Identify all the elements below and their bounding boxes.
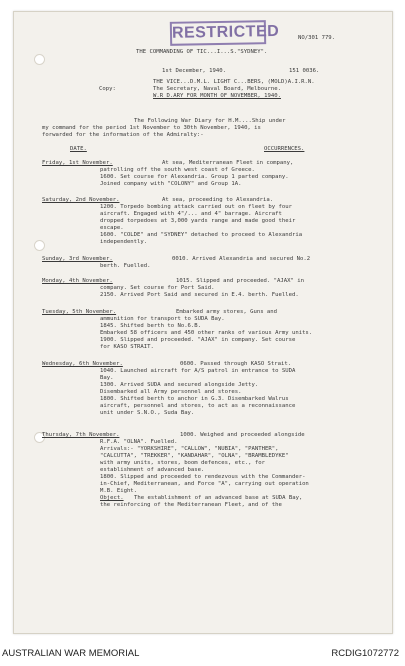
entry-line: aircraft, personnel and stores, to act as a reconnaissance <box>100 403 296 409</box>
entry-line: unit under S.N.O., Suda Bay. <box>100 410 195 416</box>
column-header-date: DATE. <box>70 146 87 152</box>
entry-line: M.B. Eight. <box>100 488 138 494</box>
to-line-2: The Secretary, Naval Board, Melbourne. <box>153 86 281 92</box>
entry-line: escape. <box>100 225 124 231</box>
entry-line: company. Set course for Port Said. <box>100 285 215 291</box>
archive-id: RCDIG1072772 <box>331 648 399 659</box>
entry-date: Saturday, 2nd November. <box>42 197 120 203</box>
punch-hole <box>34 54 45 65</box>
entry-line: Arrivals:- "YORKSHIRE", "CALLOW", "NUBIA", "PANTHER", <box>100 446 279 452</box>
entry-line: for KASO STRAIT. <box>100 344 154 350</box>
entry-line: 1900. Slipped and proceeded. "AJAX" in company. Set course <box>100 337 296 343</box>
entry-line: 1800. Shifted berth to anchor in G.3. Disembarked Walrus <box>100 396 289 402</box>
entry-line: 1600. "COLDE" and "SYDNEY" detached to proceed to Alexandria <box>100 232 303 238</box>
entry-line: 0010. Arrived Alexandria and secured No.2 <box>172 256 311 262</box>
object-line: the reinforcing of the Mediterranean Fleet, and of the <box>100 502 282 508</box>
entry-line: 1200. Torpedo bombing attack carried out on fleet by four <box>100 204 292 210</box>
entry-line: patrolling off the south west coast of Greece. <box>100 167 255 173</box>
entry-line: 1800. Slipped and proceeded to rendezvous with the Commander- <box>100 474 306 480</box>
entry-line: Embarked 58 officers and 450 other ranks of various Army units. <box>100 330 313 336</box>
entry-line: establishment of advanced base. <box>100 467 205 473</box>
entry-line: 1845. Shifted berth to No.6.B. <box>100 323 202 329</box>
intro-line-2: my command for the period 1st November to 30th November, 1940, is <box>42 125 261 131</box>
to-line-1: THE VICE...D.M.L. LIGHT C...BERS, (MOLD)A.I.R.N. <box>153 79 315 85</box>
intro-line-3: forwarded for the information of the Admiralty:- <box>42 132 204 138</box>
entry-line: 1000. Weighed and proceeded alongside <box>180 432 305 438</box>
entry-line: R.F.A. "OLNA". Fuelled. <box>100 439 178 445</box>
entry-line: 0600. Passed through KASO Strait. <box>180 361 292 367</box>
archive-credit: AUSTRALIAN WAR MEMORIAL <box>2 648 140 659</box>
column-header-occurrences: OCCURRENCES. <box>264 146 305 152</box>
entry-line: 2150. Arrived Port Said and secured in E.4. berth. Fuelled. <box>100 292 299 298</box>
entry-line: Bay. <box>100 375 114 381</box>
entry-line: 1600. Set course for Alexandria. Group 1 parted company. <box>100 174 289 180</box>
entry-date: Wednesday, 6th November. <box>42 361 123 367</box>
entry-line: At sea, proceeding to Alexandria. <box>162 197 274 203</box>
entry-line: in-Chief, Mediterranean, and Force "A", carrying out operation <box>100 481 309 487</box>
reference-number: NO/301 779. <box>298 35 336 41</box>
from-line: THE COMMANDING OF TIC...I...S."SYDNEY". <box>136 49 268 55</box>
date-reference: 151 0036. <box>289 68 320 74</box>
entry-line: ammunition for transport to SUDA Bay. <box>100 316 225 322</box>
restricted-stamp: RESTRICTED <box>170 20 266 46</box>
entry-line: Joined company with "COLONY" and Group 1A. <box>100 181 242 187</box>
entry-line: "CALCUTTA", "TREKKER", "KANDAHAR", "OLNA", "BRAMBLEDYKE" <box>100 453 289 459</box>
object-line: The establishment of an advanced base at SUDA Bay, <box>134 495 303 501</box>
document-page <box>13 11 393 634</box>
entry-date: Sunday, 3rd November. <box>42 256 113 262</box>
entry-line: Embarked army stores, Guns and <box>176 309 278 315</box>
entry-line: Disembarked all Army personnel and stores. <box>100 389 242 395</box>
entry-date: Tuesday, 5th November. <box>42 309 117 315</box>
entry-line: with army units, stores, boom defences, etc., for <box>100 460 266 466</box>
entry-line: independently. <box>100 239 148 245</box>
entry-date: Thursday, 7th November. <box>42 432 120 438</box>
copy-label: Copy: <box>99 86 116 92</box>
entry-line: berth. Fuelled. <box>100 263 151 269</box>
date-line: 1st December, 1940. <box>162 68 226 74</box>
intro-line-1: The Following War Diary for H.M....Ship under <box>134 118 286 124</box>
entry-line: 1300. Arrived SUDA and secured alongside Jetty. <box>100 382 259 388</box>
entry-line: 1040. Launched aircraft for A/S patrol in entrance to SUDA <box>100 368 296 374</box>
object-label: Object. <box>100 495 124 501</box>
entry-line: aircraft. Engaged with 4"/... and 4" barrage. Aircraft <box>100 211 282 217</box>
punch-hole <box>34 240 45 251</box>
entry-line: 1015. Slipped and proceeded. "AJAX" in <box>176 278 304 284</box>
subject-line: W.R D.ARY FOR MONTH OF NOVEMBER, 1940. <box>153 93 281 99</box>
entry-date: Friday, 1st November. <box>42 160 113 166</box>
entry-line: dropped torpedoes at 3,000 yards range and made good their <box>100 218 296 224</box>
entry-line: At sea, Mediterranean Fleet in company, <box>162 160 294 166</box>
entry-date: Monday, 4th November. <box>42 278 113 284</box>
